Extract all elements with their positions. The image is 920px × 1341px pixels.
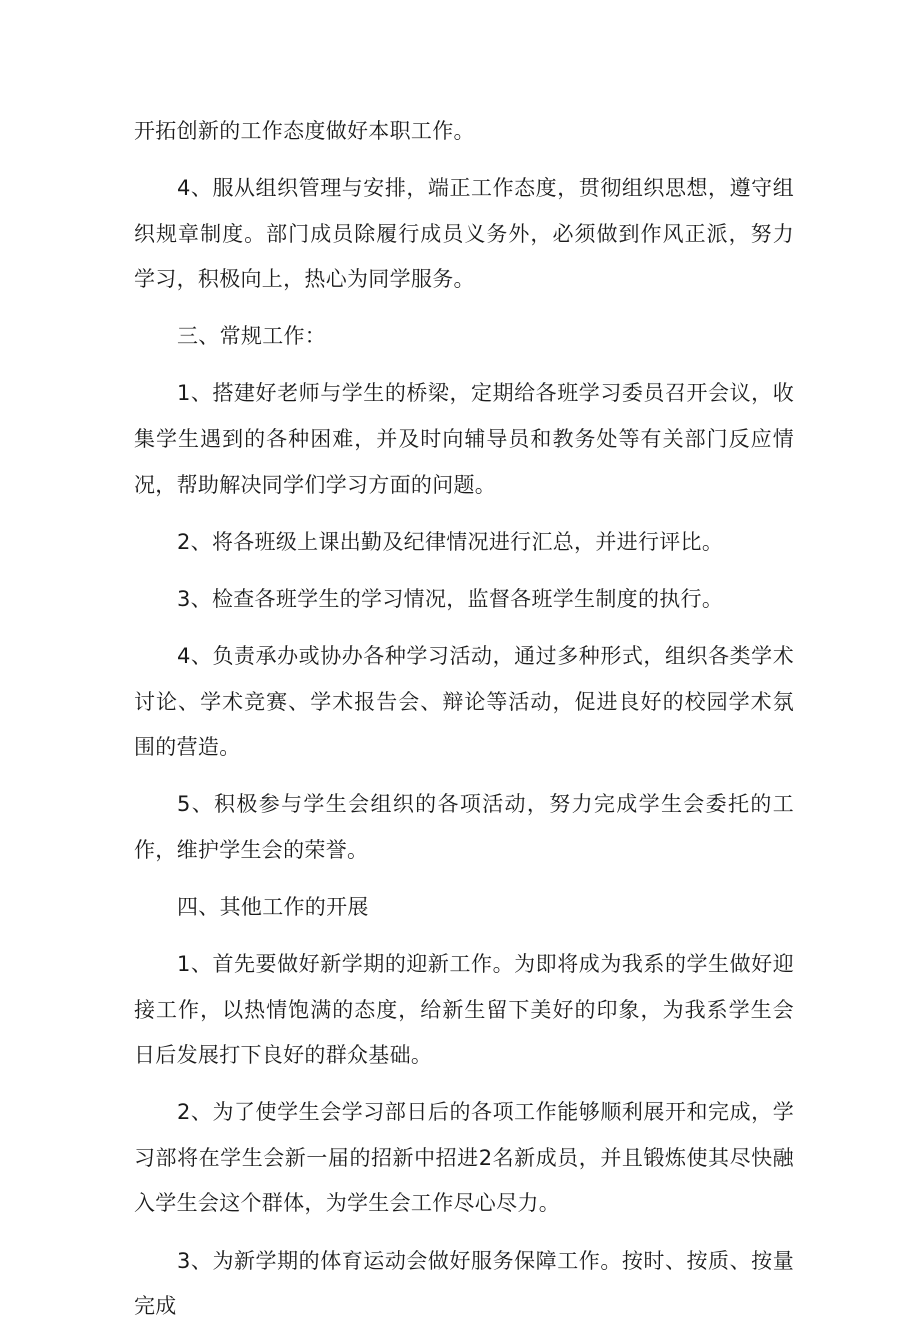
paragraph-item-2-attendance: 2、将各班级上课出勤及纪律情况进行汇总，并进行评比。 <box>177 529 724 554</box>
paragraph-item-5-participation: 5、积极参与学生会组织的各项活动，努力完成学生会委托的工作，维护学生会的荣誉。 <box>134 792 794 862</box>
paragraph-continuation: 开拓创新的工作态度做好本职工作。 <box>134 119 475 143</box>
paragraph-item-4-discipline: 4、服从组织管理与安排，端正工作态度，贯彻组织思想，遵守组织规章制度。部门成员除履行成员义务外，必须做到作风正派，努力学习，积极向上，热心为同学服务。 <box>134 176 794 292</box>
section-heading-routine-work: 三、常规工作： <box>177 324 327 349</box>
paragraph-item-1-bridge: 1、搭建好老师与学生的桥梁，定期给各班学习委员召开会议，收集学生遇到的各种困难，并及时向辅导员和教务处等有关部门反应情况，帮助解决同学们学习方面的问题。 <box>134 381 794 497</box>
paragraph-item-3-sports-meet: 3、为新学期的体育运动会做好服务保障工作。按时、按质、按量完成 <box>134 1248 794 1319</box>
paragraph-item-3-inspection: 3、检查各班学生的学习情况，监督各班学生制度的执行。 <box>177 586 724 611</box>
paragraph-item-2-recruitment: 2、为了使学生会学习部日后的各项工作能够顺利展开和完成，学习部将在学生会新一届的招新中招进2名新成员，并且锻炼使其尽快融入学生会这个群体，为学生会工作尽心尽力。 <box>134 1100 794 1216</box>
section-heading-other-work: 四、其他工作的开展 <box>177 894 369 919</box>
paragraph-item-4-activities: 4、负责承办或协办各种学习活动，通过多种形式，组织各类学术讨论、学术竞赛、学术报告会、辩论等活动，促进良好的校园学术氛围的营造。 <box>134 643 794 760</box>
paragraph-item-1-welcome: 1、首先要做好新学期的迎新工作。为即将成为我系的学生做好迎接工作，以热情饱满的态度，给新生留下美好的印象，为我系学生会日后发展打下良好的群众基础。 <box>134 952 794 1068</box>
document-body <box>134 109 794 1341</box>
